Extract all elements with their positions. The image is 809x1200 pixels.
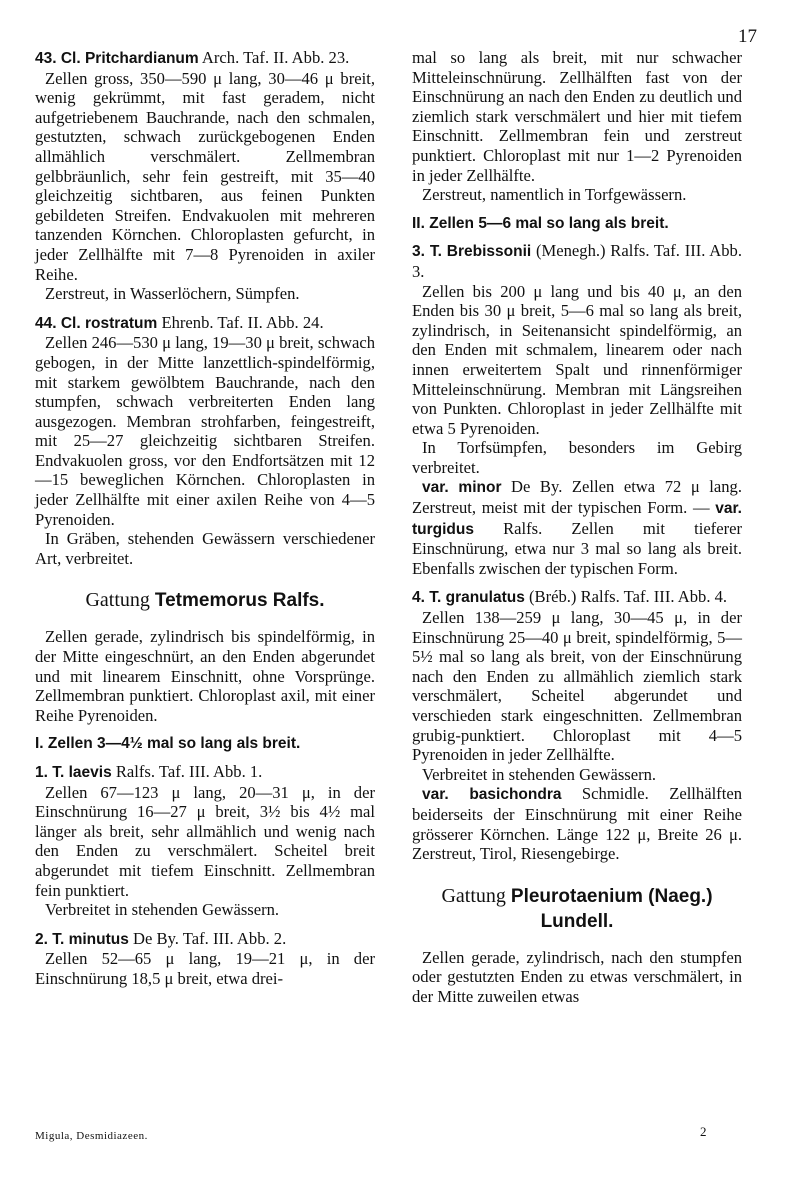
key-group-2: II. Zellen 5—6 mal so lang als breit. xyxy=(412,214,669,232)
key-group-1: I. Zellen 3—4½ mal so lang als breit. xyxy=(35,735,301,753)
entry-heading xyxy=(412,241,742,281)
variety-name: var. turgidus xyxy=(412,500,742,538)
entry-t-minutus-continued xyxy=(412,48,742,205)
entry-t-laevis xyxy=(35,762,375,920)
species-authority: Arch. Taf. II. Abb. 23. xyxy=(198,48,350,67)
genus-description xyxy=(35,627,375,725)
entry-t-minutus xyxy=(35,929,375,989)
entry-description: mal so lang als breit, mit nur schwacher Mitteleinschnürung. Zellhälften fast von der Einschnürung an nach den Enden zu deutlich und ziemlich stark verschmälert und hier mit tiefem Einschnitt. Zellmembran fein und zerstreut punktiert. Chloroplast mit nur 1—2 Pyrenoiden in jeder Zellhälfte. xyxy=(412,48,742,185)
species-authority: De By. Taf. III. Abb. 2. xyxy=(128,928,287,948)
entry-heading xyxy=(35,762,375,783)
genus-word: Gattung xyxy=(441,884,511,907)
species-authority: Ralfs. Taf. III. Abb. 1. xyxy=(111,762,263,781)
variety-name: var. basichondra xyxy=(422,786,562,804)
entry-t-brebissonii xyxy=(412,241,742,578)
entry-heading xyxy=(35,48,375,69)
entry-description: Zellen 246—530 μ lang, 19—30 μ breit, schwach gebogen, in der Mitte lanzettlich-spindelförmig, mit starkem gewölbtem Bauchrande, nach den stumpfen, schwach verbreiterten Enden lang ausgezogen. Membran strohfarben, feingestreift, mit 25—27 gleichzeitig sichtbaren Streifen. Endvakuolen gross, vor den Endfortsätzen mit 12—15 beweglichen Körnchen. Chloroplasten in jeder Zellhälfte mit einer axilen Reihe von 4—5 Pyrenoiden. xyxy=(35,333,375,529)
species-name: 4. T. granulatus xyxy=(412,589,525,607)
entry-heading xyxy=(412,587,742,608)
genus-heading-tetmemorus xyxy=(35,588,375,613)
species-authority: (Menegh.) Ralfs. Taf. III. Abb. 3. xyxy=(412,241,742,281)
entry-habitat: Zerstreut, namentlich in Torfgewässern. xyxy=(422,185,687,205)
species-authority: Ehrenb. Taf. II. Abb. 24. xyxy=(157,312,324,332)
genus-name: Pleurotaenium (Naeg.) Lundell. xyxy=(510,885,713,932)
entry-habitat: Zerstreut, in Wasserlöchern, Sümpfen. xyxy=(45,284,300,304)
entry-description: Zellen 138—259 μ lang, 30—45 μ, in der Einschnürung 25—40 μ breit, spindelförmig, 5—5½ mal so lang als breit, von der Einschnürung nach den Enden zu allmählich ziemlich stark verschmälert, Scheitel abgerundet und verschieden stark eingeschnitten. Zellmembran grubig-punktiert. Chloroplast mit 4—5 Pyrenoiden in jeder Zellhälfte. xyxy=(412,608,742,765)
entry-habitat: In Torfsümpfen, besonders im Gebirg verbreitet. xyxy=(412,438,742,477)
entry-heading xyxy=(35,929,375,950)
entry-cl-pritchardianum xyxy=(35,48,375,304)
right-column xyxy=(412,48,742,1016)
genus-heading-pleurotaenium xyxy=(412,884,742,934)
entry-description: Zellen gross, 350—590 μ lang, 30—46 μ breit, wenig gekrümmt, mit fast geradem, nicht aufgetriebenem Bauchrande, nach den schmalen, gestutzten, schwach zurückgebogenen Enden allmählich verschmälert. Zellmembran gelbbräunlich, sehr fein gestreift, mit 35—40 gleichzeitig sichtbaren, aus feinen Punkten gebildeten Streifen. Endvakuolen mit mehreren tanzenden Körnchen. Chloroplasten gefurcht, in jeder Zellhälfte mit 7—8 Pyrenoiden in axiler Reihe. xyxy=(35,68,375,284)
genus-word: Gattung xyxy=(85,589,155,612)
genus-name: Tetmemorus Ralfs. xyxy=(154,590,325,612)
variety-notes xyxy=(412,784,742,863)
genus-description-text: Zellen gerade, zylindrisch bis spindelförmig, in der Mitte eingeschnürt, an den Enden abgerundet und mit linearem Einschnitt, ohne Vorsprünge. Zellmembran punktiert. Chloroplast axil, mit einer Reihe Pyrenoiden. xyxy=(35,627,375,725)
entry-heading xyxy=(35,313,375,334)
page-number: 17 xyxy=(738,26,757,47)
footer-author: Migula, Desmidiazeen. xyxy=(35,1130,148,1142)
entry-description: Zellen 67—123 μ lang, 20—31 μ, in der Einschnürung 16—27 μ breit, 3½ bis 4½ mal länger als breit, sehr allmählich und wenig nach den Enden zu verschmälert. Scheitel breit abgerundet mit tiefem Einschnitt. Zellmembran fein punktiert. xyxy=(35,782,375,900)
entry-description: Zellen 52—65 μ lang, 19—21 μ, in der Einschnürung 18,5 μ breit, etwa drei- xyxy=(35,949,375,988)
entry-habitat: Verbreitet in stehenden Gewässern. xyxy=(45,900,280,920)
entry-cl-rostratum xyxy=(35,313,375,569)
species-name: 44. Cl. rostratum xyxy=(35,314,158,332)
species-name: 3. T. Brebissonii xyxy=(412,243,532,261)
entry-t-granulatus xyxy=(412,587,742,863)
variety-notes xyxy=(412,477,742,578)
entry-habitat: In Gräben, stehenden Gewässern verschiedener Art, verbreitet. xyxy=(35,529,375,568)
species-name: 2. T. minutus xyxy=(35,930,129,948)
variety-text: De By. Zellen etwa 72 μ lang. Zerstreut, meist mit der typischen Form. — xyxy=(412,477,742,518)
variety-name: var. minor xyxy=(422,479,502,497)
left-column xyxy=(35,48,375,998)
entry-habitat: Verbreitet in stehenden Gewässern. xyxy=(422,764,657,784)
genus-description-text: Zellen gerade, zylindrisch, nach den stumpfen oder gestutzten Enden zu etwas verschmälert, in der Mitte zuweilen etwas xyxy=(412,947,742,1006)
species-authority: (Bréb.) Ralfs. Taf. III. Abb. 4. xyxy=(524,587,728,607)
entry-description: Zellen bis 200 μ lang und bis 40 μ, an den Enden bis 30 μ breit, 5—6 mal so lang als breit, zylindrisch, in Seitenansicht spindelförmig, an den Enden mit schmalem, linearem oder nach innen erweitertem Spalt und rinnenförmiger Mitteleinschnürung. Membran mit Längsreihen von Punkten. Chloroplast in jeder Zellhälfte mit etwa 5 Pyrenoiden. xyxy=(412,281,742,438)
species-name: 1. T. laevis xyxy=(35,764,112,781)
variety-text: Ralfs. Zellen mit tieferer Einschnürung, etwa nur 3 mal so lang als breit. Ebenfalls zwischen der typischen Form. xyxy=(412,518,742,578)
genus-description xyxy=(412,948,742,1007)
species-name: 43. Cl. Pritchardianum xyxy=(35,50,199,67)
footer-signature: 2 xyxy=(700,1124,707,1139)
variety-text: Schmidle. Zellhälften beiderseits der Einschnürung mit einer Reihe grösserer Körnchen. Länge 122 μ, Breite 26 μ. Zerstreut, Tirol, Riesengebirge. xyxy=(412,784,742,864)
